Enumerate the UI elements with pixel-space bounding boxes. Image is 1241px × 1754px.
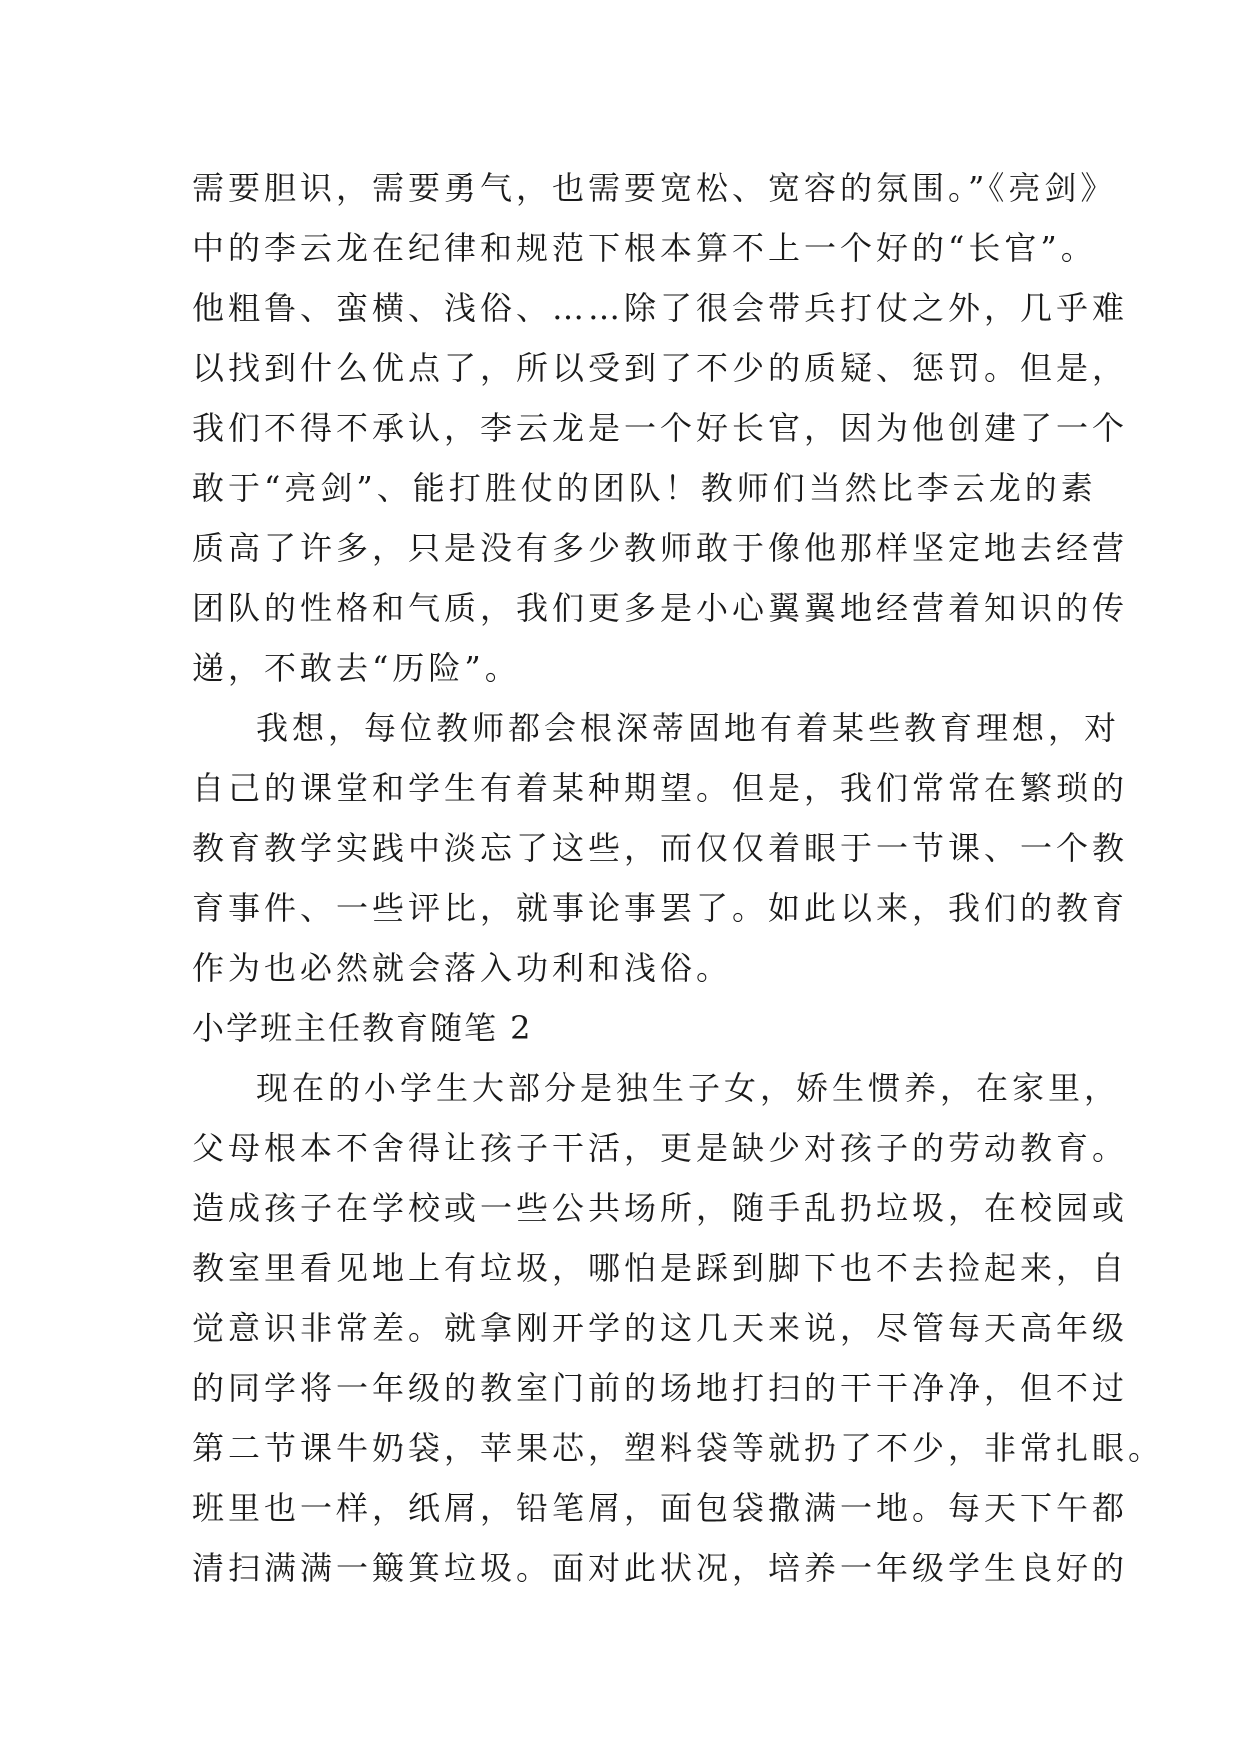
text-line: 敢于“亮剑”、能打胜仗的团队！教师们当然比李云龙的素 [192, 469, 1097, 507]
text-line: 第二节课牛奶袋，苹果芯，塑料袋等就扔了不少，非常扎眼。 [192, 1429, 1165, 1467]
text-line: 以找到什么优点了，所以受到了不少的质疑、惩罚。但是， [192, 349, 1129, 387]
text-line: 自己的课堂和学生有着某种期望。但是，我们常常在繁琐的 [192, 769, 1129, 807]
text-line: 父母根本不舍得让孩子干活，更是缺少对孩子的劳动教育。 [192, 1129, 1129, 1167]
text-line: 清扫满满一簸箕垃圾。面对此状况，培养一年级学生良好的 [192, 1549, 1129, 1587]
text-line: 觉意识非常差。就拿刚开学的这几天来说，尽管每天高年级 [192, 1309, 1129, 1347]
text-line: 作为也必然就会落入功利和浅俗。 [192, 949, 733, 987]
text-line: 班里也一样，纸屑，铅笔屑，面包袋撒满一地。每天下午都 [192, 1489, 1129, 1527]
text-line: 造成孩子在学校或一些公共场所，随手乱扔垃圾，在校园或 [192, 1189, 1129, 1227]
text-line: 递，不敢去“历险”。 [192, 649, 521, 687]
text-line: 的同学将一年级的教室门前的场地打扫的干干净净，但不过 [192, 1369, 1129, 1407]
text-line: 教室里看见地上有垃圾，哪怕是踩到脚下也不去捡起来，自 [192, 1249, 1129, 1287]
text-line: 育事件、一些评比，就事论事罢了。如此以来，我们的教育 [192, 889, 1129, 927]
text-line: 团队的性格和气质，我们更多是小心翼翼地经营着知识的传 [192, 589, 1129, 627]
document-body [192, 158, 1165, 1598]
text-line: 他粗鲁、蛮横、浅俗、……除了很会带兵打仗之外，几乎难 [192, 289, 1129, 327]
text-line: 中的李云龙在纪律和规范下根本算不上一个好的“长官”。 [192, 229, 1097, 267]
text-line: 教育教学实践中淡忘了这些，而仅仅着眼于一节课、一个教 [192, 829, 1129, 867]
text-line: 我们不得不承认，李云龙是一个好长官，因为他创建了一个 [192, 409, 1129, 447]
section-title: 小学班主任教育随笔 2 [192, 1009, 533, 1047]
text-line: 需要胆识，需要勇气，也需要宽松、宽容的氛围。”《亮剑》 [192, 169, 1117, 207]
paragraph-1 [192, 158, 1129, 698]
paragraph-3 [192, 1058, 1165, 1598]
paragraph-2 [192, 698, 1129, 998]
text-line: 质高了许多，只是没有多少教师敢于像他那样坚定地去经营 [192, 529, 1129, 567]
text-line: 现在的小学生大部分是独生子女，娇生惯养，在家里， [256, 1069, 1121, 1107]
text-line: 我想，每位教师都会根深蒂固地有着某些教育理想，对 [256, 709, 1121, 747]
